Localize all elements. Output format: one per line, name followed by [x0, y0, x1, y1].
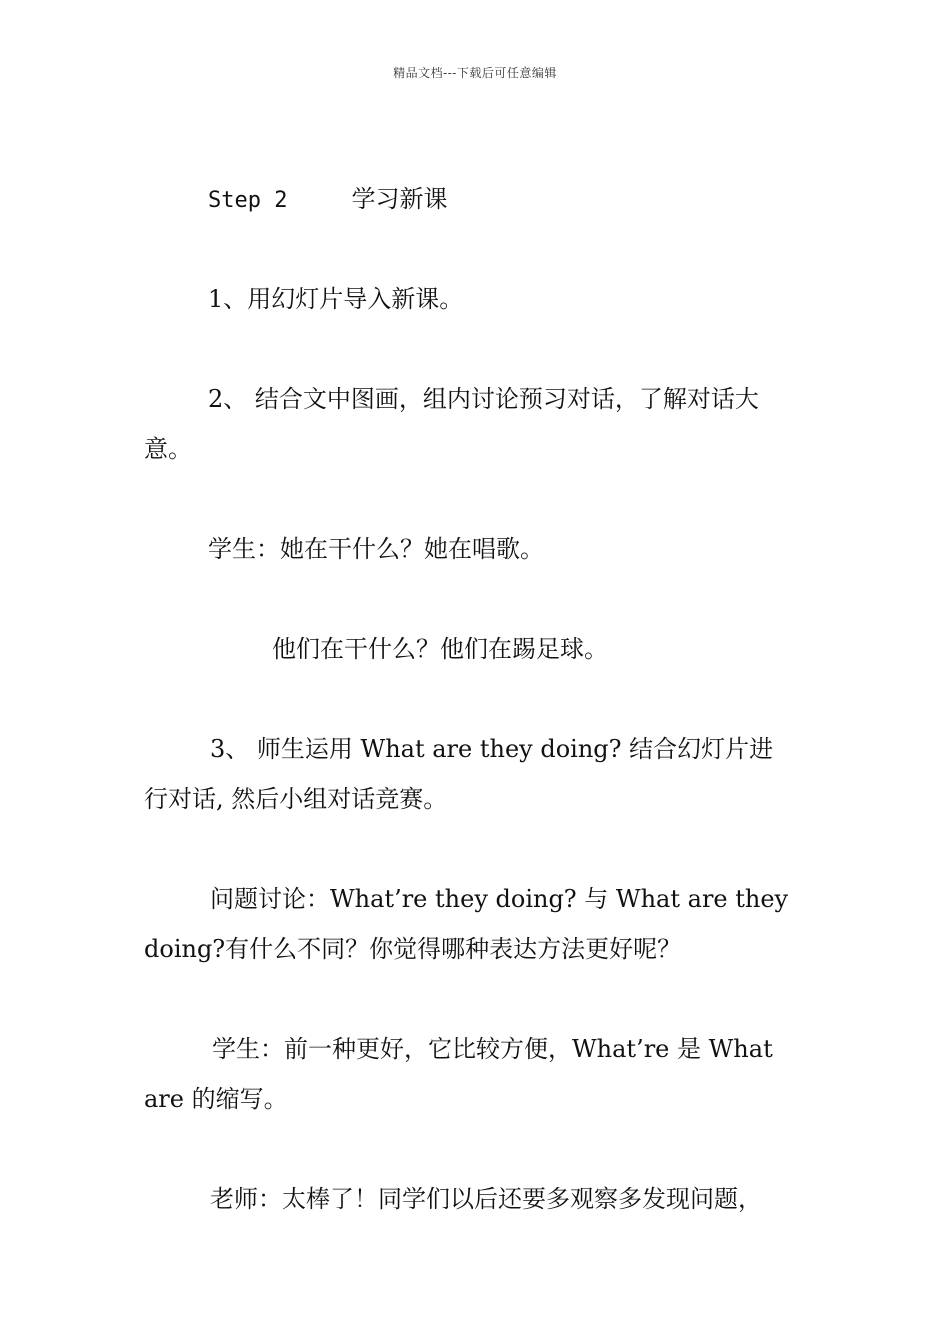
- student-dialogue-1: 学生：她在干什么？她在唱歌。: [208, 535, 544, 563]
- teacher-line: 老师：太棒了！同学们以后还要多观察多发现问题，: [210, 1185, 762, 1213]
- step-label: Step 2: [208, 188, 288, 213]
- item-2-line-1: 2、 结合文中图画，组内讨论预习对话，了解对话大: [208, 385, 759, 413]
- item-1: 1、用幻灯片导入新课。: [208, 285, 464, 313]
- item-3-line-2: 行对话, 然后小组对话竞赛。: [144, 785, 448, 813]
- item-3-line-1: 3、 师生运用 What are they doing? 结合幻灯片进: [210, 735, 774, 763]
- step-title: 学习新课: [351, 185, 448, 213]
- discussion-line-1: 问题讨论：What’re they doing? 与 What are they: [210, 885, 789, 913]
- discussion-line-2: doing?有什么不同？你觉得哪种表达方法更好呢？: [144, 935, 682, 963]
- student-answer-line-1: 学生：前一种更好，它比较方便，What’re 是 What: [212, 1035, 773, 1063]
- student-dialogue-2: 他们在干什么？他们在踢足球。: [272, 635, 608, 663]
- student-answer-line-2: are 的缩写。: [144, 1085, 288, 1113]
- page-header: 精品文档---下载后可任意编辑: [393, 66, 557, 80]
- item-2-line-2: 意。: [144, 435, 192, 463]
- step-heading: [208, 184, 447, 216]
